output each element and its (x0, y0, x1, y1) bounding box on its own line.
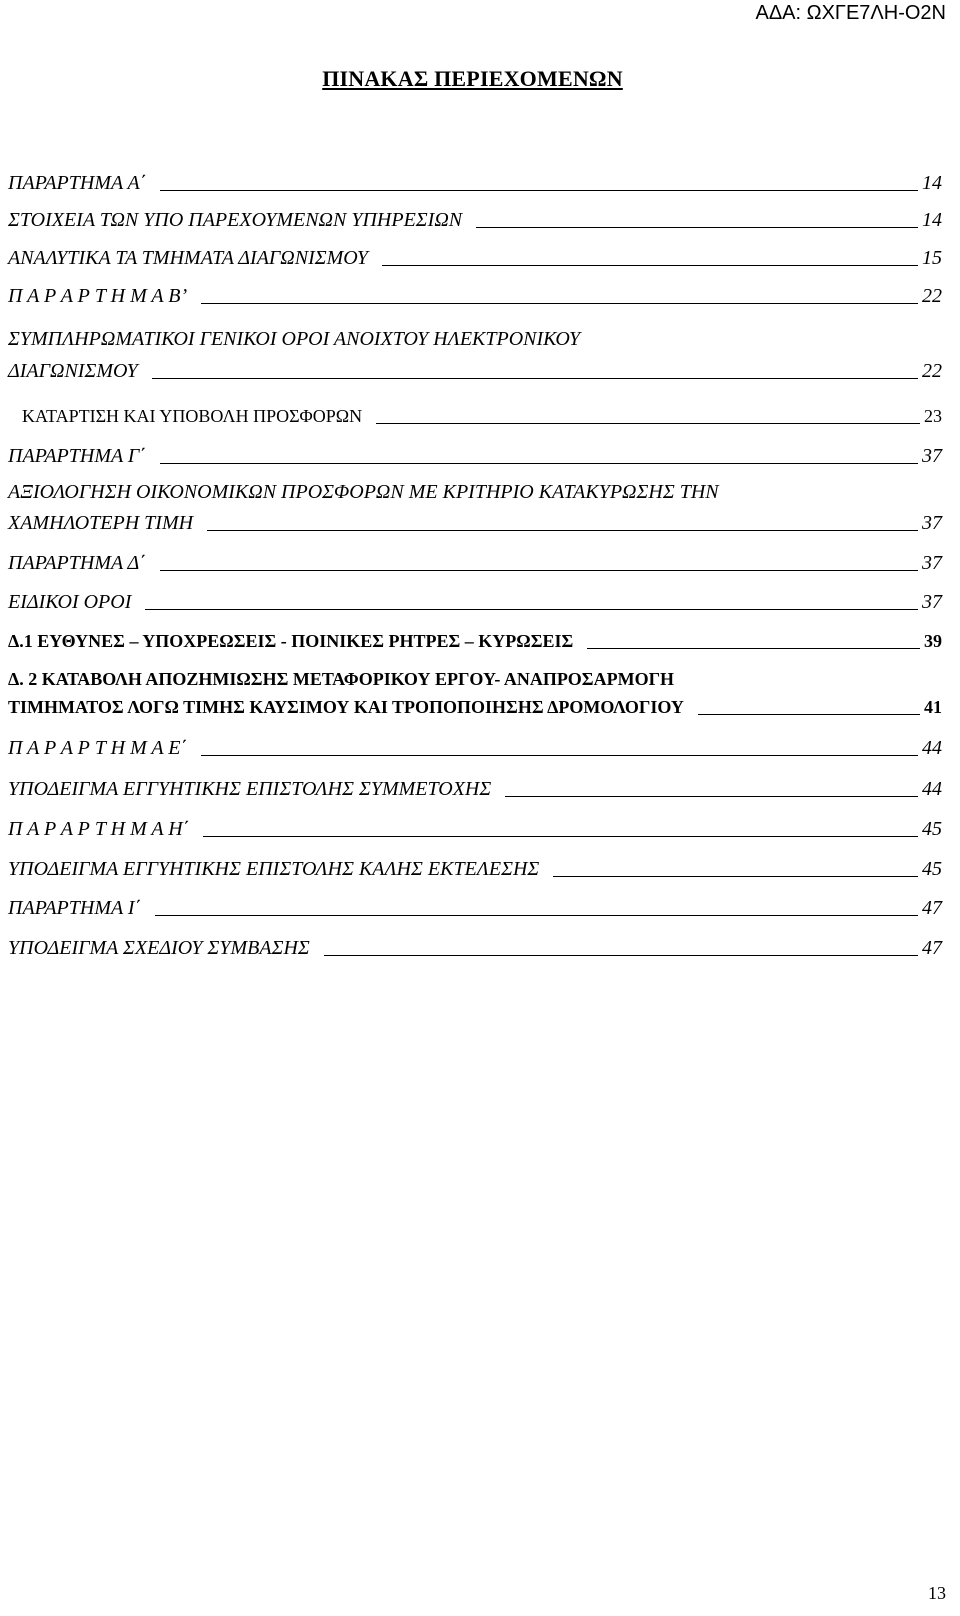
leader-line (160, 462, 918, 464)
toc-entry-page: 23 (924, 406, 942, 426)
leader-line (152, 377, 918, 379)
toc-entry-annex-h[interactable] (8, 812, 942, 842)
leader-line (160, 569, 918, 571)
toc-entry-annex-i[interactable] (8, 891, 942, 921)
toc-entry-label: Δ.1 ΕΥΘΥΝΕΣ – ΥΠΟΧΡΕΩΣΕΙΣ - ΠΟΙΝΙΚΕΣ ΡΗΤΡΕΣ – ΚΥΡΩΣΕΙΣ (8, 631, 574, 651)
toc-entry-evaluation[interactable] (8, 506, 942, 536)
toc-entry-line1: Δ. 2 ΚΑΤΑΒΟΛΗ ΑΠΟΖΗΜΙΩΣΗΣ ΜΕΤΑΦΟΡΙΚΟΥ ΕΡΓΟΥ- ΑΝΑΠΡΟΣΑΡΜΟΓΗ (8, 669, 675, 689)
toc-entry-page: 44 (922, 737, 942, 759)
toc-entry-special-terms[interactable] (8, 585, 942, 615)
toc-entry-label: Π Α Ρ Α Ρ Τ Η Μ Α Β’ (8, 285, 188, 307)
toc-entry-page: 37 (922, 512, 942, 534)
toc-entry-label: Π Α Ρ Α Ρ Τ Η Μ Α Ε΄ (8, 737, 188, 759)
leader-line (324, 954, 918, 956)
toc-entry-annex-c[interactable] (8, 439, 942, 469)
toc-entry-page: 14 (922, 209, 942, 231)
leader-line (160, 189, 918, 191)
leader-line (376, 422, 920, 424)
leader-line (145, 608, 918, 610)
toc-entry-contract-template[interactable] (8, 931, 942, 961)
toc-entry-d1[interactable] (8, 624, 942, 654)
document-code: ΑΔΑ: ΩΧΓΕ7ΛΗ-Ο2Ν (755, 2, 946, 24)
toc-entry-page: 37 (922, 445, 942, 467)
toc-entry-label: ΧΑΜΗΛΟΤΕΡΗ ΤΙΜΗ (8, 512, 194, 534)
toc-entry-lots[interactable] (8, 241, 942, 271)
toc-entry-label: ΥΠΟΔΕΙΓΜΑ ΣΧΕΔΙΟΥ ΣΥΜΒΑΣΗΣ (8, 937, 310, 959)
leader-line (553, 875, 918, 877)
toc-entry-label: Π Α Ρ Α Ρ Τ Η Μ Α Η΄ (8, 818, 190, 840)
toc-entry-offers[interactable] (22, 399, 942, 429)
toc-entry-label: ΠΑΡΑΡΤΗΜΑ Α΄ (8, 172, 147, 194)
toc-entry-page: 47 (922, 937, 942, 959)
toc-entry-label: ΥΠΟΔΕΙΓΜΑ ΕΓΓΥΗΤΙΚΗΣ ΕΠΙΣΤΟΛΗΣ ΣΥΜΜΕΤΟΧΗΣ (8, 778, 492, 800)
toc-entry-page: 39 (924, 631, 942, 651)
toc-entry-line1: ΑΞΙΟΛΟΓΗΣΗ ΟΙΚΟΝΟΜΙΚΩΝ ΠΡΟΣΦΟΡΩΝ ΜΕ ΚΡΙΤΗΡΙΟ ΚΑΤΑΚΥΡΩΣΗΣ ΤΗΝ (8, 481, 719, 503)
leader-line (587, 647, 920, 649)
toc-entry-label: ΑΝΑΛΥΤΙΚΑ ΤΑ ΤΜΗΜΑΤΑ ΔΙΑΓΩΝΙΣΜΟΥ (8, 247, 369, 269)
toc-entry-page: 14 (922, 172, 942, 194)
toc-entry-participation-guarantee[interactable] (8, 772, 942, 802)
leader-line (698, 713, 920, 715)
toc-entry-label: ΥΠΟΔΕΙΓΜΑ ΕΓΓΥΗΤΙΚΗΣ ΕΠΙΣΤΟΛΗΣ ΚΑΛΗΣ ΕΚΤΕΛΕΣΗΣ (8, 858, 540, 880)
toc-entry-d2[interactable] (8, 690, 942, 720)
toc-entry-line1: ΣΥΜΠΛΗΡΩΜΑΤΙΚΟΙ ΓΕΝΙΚΟΙ ΟΡΟΙ ΑΝΟΙΧΤΟΥ ΗΛΕΚΤΡΟΝΙΚΟΥ (8, 328, 581, 350)
toc-entry-annex-a[interactable] (8, 166, 942, 196)
toc-entry-annex-b[interactable] (8, 279, 942, 309)
toc-entry-annex-d[interactable] (8, 546, 942, 576)
toc-entry-label: ΕΙΔΙΚΟΙ ΟΡΟΙ (8, 591, 132, 613)
toc-entry-page: 47 (922, 897, 942, 919)
toc-entry-performance-guarantee[interactable] (8, 852, 942, 882)
leader-line (382, 264, 918, 266)
leader-line (201, 754, 918, 756)
toc-entry-label: ΠΑΡΑΡΤΗΜΑ Δ΄ (8, 552, 146, 574)
leader-line (201, 302, 918, 304)
toc-entry-services[interactable] (8, 203, 942, 233)
toc-entry-label: ΚΑΤΑΡΤΙΣΗ ΚΑΙ ΥΠΟΒΟΛΗ ΠΡΟΣΦΟΡΩΝ (22, 406, 363, 426)
leader-line (505, 795, 918, 797)
toc-entry-page: 15 (922, 247, 942, 269)
toc-title: ΠΙΝΑΚΑΣ ΠΕΡΙΕΧΟΜΕΝΩΝ (322, 66, 623, 91)
toc-entry-page: 45 (922, 858, 942, 880)
leader-line (155, 914, 918, 916)
toc-entry-label: ΣΤΟΙΧΕΙΑ ΤΩΝ ΥΠΟ ΠΑΡΕΧΟΥΜΕΝΩΝ ΥΠΗΡΕΣΙΩΝ (8, 209, 463, 231)
page-number: 13 (928, 1583, 946, 1603)
toc-entry-annex-e[interactable] (8, 731, 942, 761)
leader-line (476, 226, 918, 228)
toc-entry-page: 37 (922, 591, 942, 613)
toc-entry-page: 45 (922, 818, 942, 840)
leader-line (203, 835, 918, 837)
leader-line (207, 529, 918, 531)
toc-entry-page: 22 (922, 285, 942, 307)
toc-entry-label: ΠΑΡΑΡΤΗΜΑ Ι΄ (8, 897, 142, 919)
toc-entry-page: 22 (922, 360, 942, 382)
toc-entry-page: 37 (922, 552, 942, 574)
toc-entry-page: 41 (924, 697, 942, 717)
toc-entry-label: ΠΑΡΑΡΤΗΜΑ Γ΄ (8, 445, 146, 467)
toc-entry-supplementary-terms[interactable] (8, 354, 942, 384)
toc-entry-label: ΤΙΜΗΜΑΤΟΣ ΛΟΓΩ ΤΙΜΗΣ ΚΑΥΣΙΜΟΥ ΚΑΙ ΤΡΟΠΟΠΟΙΗΣΗΣ ΔΡΟΜΟΛΟΓΙΟΥ (8, 697, 684, 717)
toc-entry-page: 44 (922, 778, 942, 800)
toc-entry-label: ΔΙΑΓΩΝΙΣΜΟΥ (8, 360, 138, 382)
